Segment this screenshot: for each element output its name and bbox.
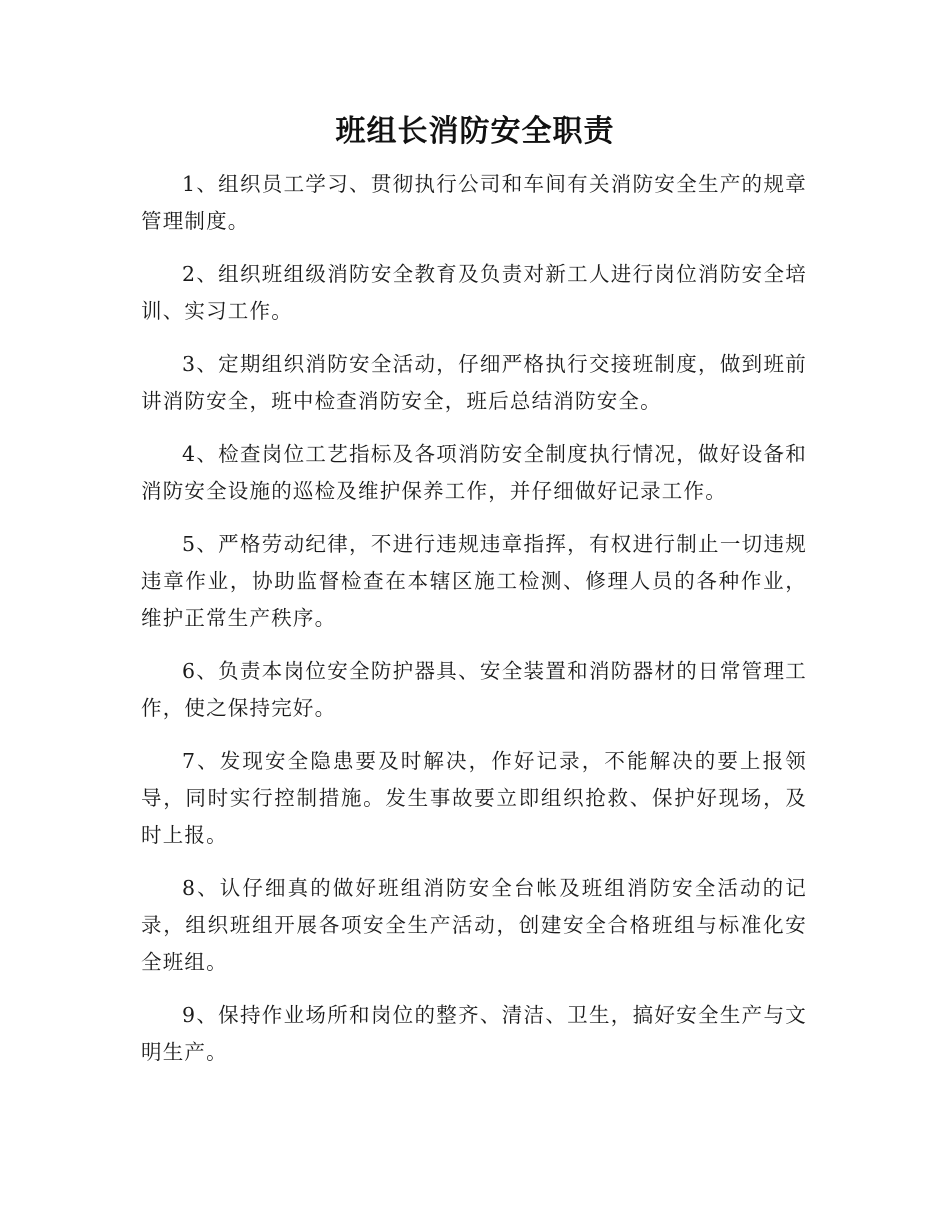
- paragraph-5: 5、严格劳动纪律，不进行违规违章指挥，有权进行制止一切违规违章作业，协助监督检查在本辖区施工检测、修理人员的各种作业，维护正常生产秩序。: [141, 532, 807, 630]
- document-body: [141, 166, 807, 1087]
- paragraph-4: 4、检查岗位工艺指标及各项消防安全制度执行情况，做好设备和消防安全设施的巡检及维护保养工作，并仔细做好记录工作。: [141, 442, 807, 503]
- paragraph-3: 3、定期组织消防安全活动，仔细严格执行交接班制度，做到班前讲消防安全，班中检查消防安全，班后总结消防安全。: [141, 352, 807, 413]
- paragraph-7: 7、发现安全隐患要及时解决，作好记录，不能解决的要上报领导，同时实行控制措施。发生事故要立即组织抢救、保护好现场，及时上报。: [141, 749, 807, 847]
- document-title: 班组长消防安全职责: [335, 114, 615, 149]
- paragraph-2: 2、组织班组级消防安全教育及负责对新工人进行岗位消防安全培训、实习工作。: [141, 262, 807, 323]
- paragraph-9: 9、保持作业场所和岗位的整齐、清洁、卫生，搞好安全生产与文明生产。: [141, 1003, 807, 1064]
- paragraph-8: 8、认仔细真的做好班组消防安全台帐及班组消防安全活动的记录，组织班组开展各项安全生产活动，创建安全合格班组与标准化安全班组。: [141, 876, 807, 974]
- paragraph-6: 6、负责本岗位安全防护器具、安全装置和消防器材的日常管理工作，使之保持完好。: [141, 659, 807, 720]
- paragraph-1: 1、组织员工学习、贯彻执行公司和车间有关消防安全生产的规章管理制度。: [141, 172, 807, 233]
